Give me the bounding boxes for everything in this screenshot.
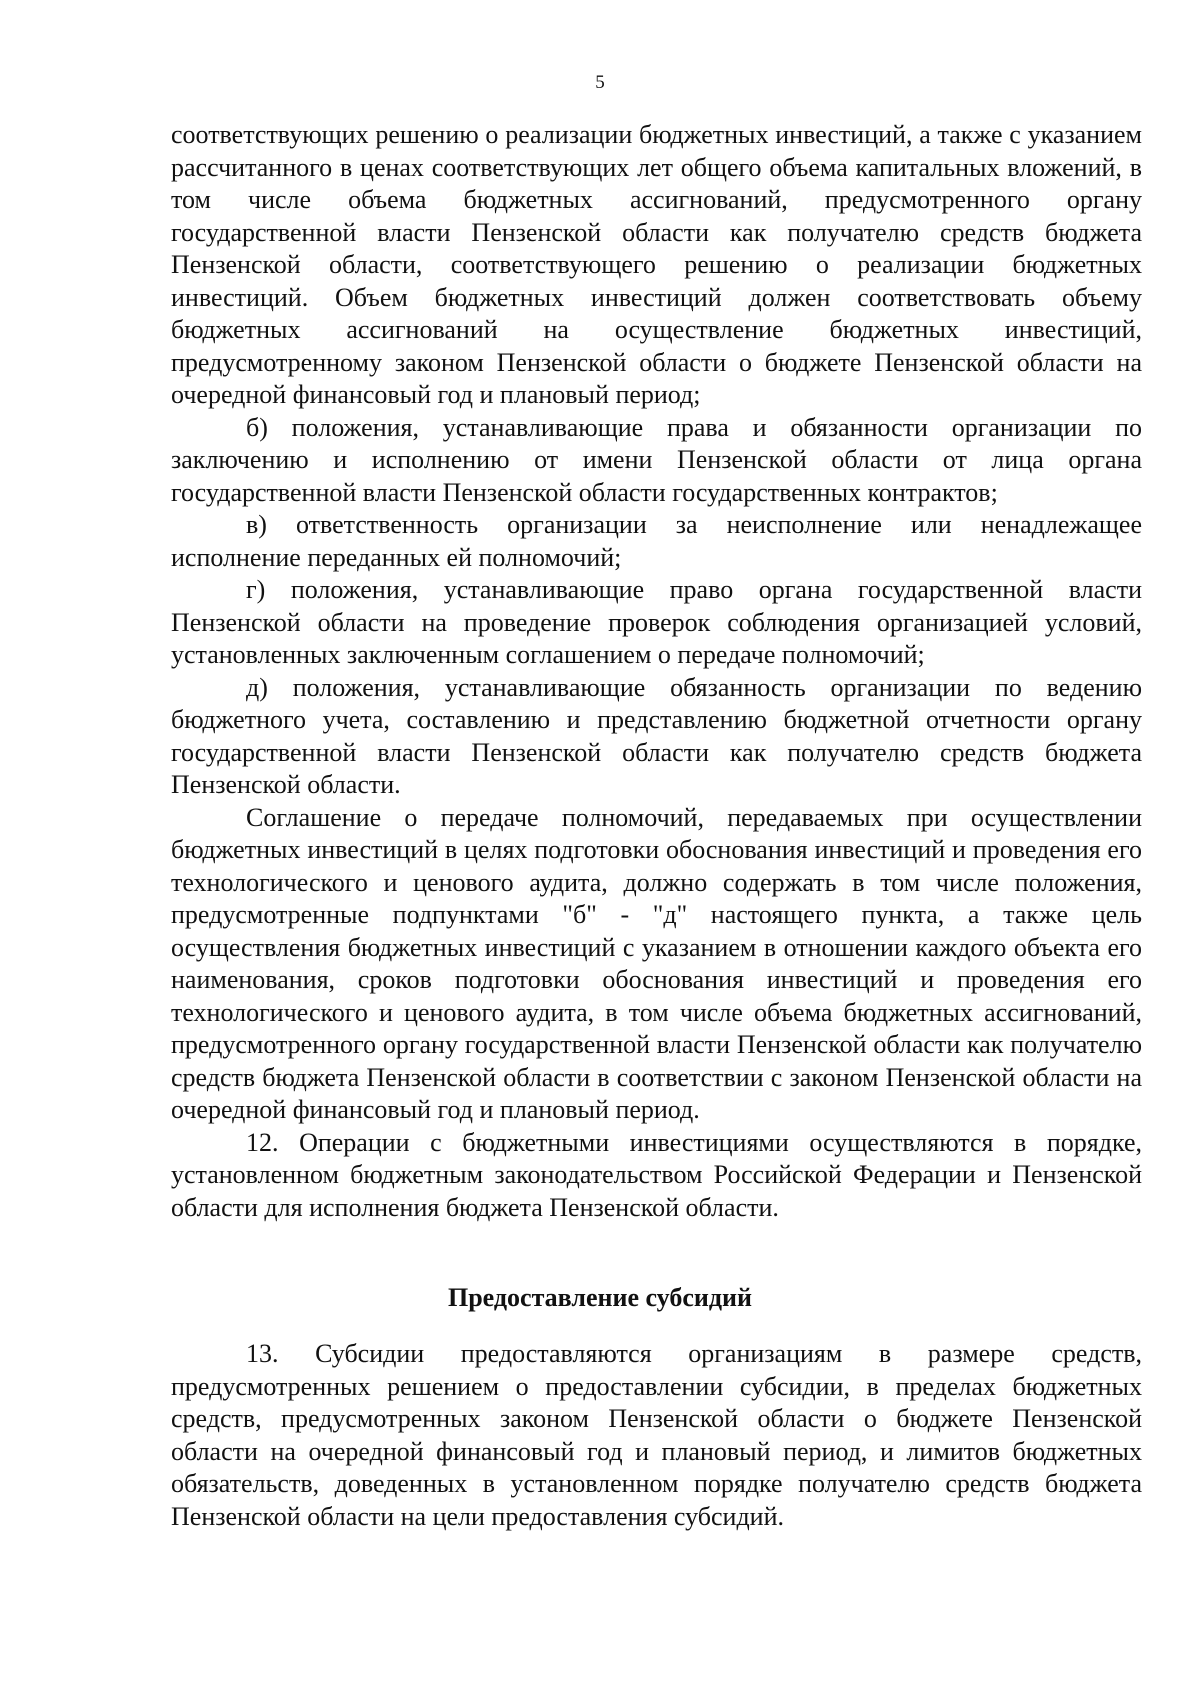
section-heading: Предоставление субсидий bbox=[448, 1283, 752, 1312]
paragraph-continuation: соответствующих решению о реализации бюджетных инвестиций, а также с указанием рассчитанного в ценах соответствующих лет общего объема капитальных вложений, в том числе объема бюджетных ассигнований, предусмотренного органу государственной власти Пензенской области как получателю средств бюджета Пензенской области, соответствующего решению о реализации бюджетных инвестиций. Объем бюджетных инвестиций должен соответствовать объему бюджетных ассигнований на осуществление бюджетных инвестиций, предусмотренному законом Пензенской области о бюджете Пензенской области на очередной финансовый год и плановый период; bbox=[171, 120, 1142, 409]
paragraph-item-d: д) положения, устанавливающие обязанность организации по ведению бюджетного учета, составлению и представлению бюджетной отчетности органу государственной власти Пензенской области как получателю средств бюджета Пензенской области. bbox=[171, 672, 1142, 799]
paragraph-12: 12. Операции с бюджетными инвестициями осуществляются в порядке, установленном бюджетным законодательством Российской Федерации и Пензенской области для исполнения бюджета Пензенской области. bbox=[171, 1127, 1142, 1222]
page-number: 5 bbox=[595, 72, 605, 93]
paragraph-item-g: г) положения, устанавливающие право органа государственной власти Пензенской области на проведение проверок соблюдения организацией условий, установленных заключенным соглашением о передаче полномочий; bbox=[171, 575, 1142, 669]
text-block-top bbox=[171, 119, 1142, 1224]
paragraph-13: 13. Субсидии предоставляются организациям в размере средств, предусмотренных решением о предоставлении субсидии, в пределах бюджетных средств, предусмотренных законом Пензенской области о бюджете Пензенской области на очередной финансовый год и плановый период, и лимитов бюджетных обязательств, доведенных в установленном порядке получателю средств бюджета Пензенской области на цели предоставления субсидий. bbox=[171, 1339, 1142, 1531]
text-block-bottom bbox=[171, 1338, 1142, 1533]
paragraph-item-b: б) положения, устанавливающие права и обязанности организации по заключению и исполнению от имени Пензенской области от лица органа государственной власти Пензенской области государственных контрактов; bbox=[171, 412, 1142, 507]
paragraph-agreement: Соглашение о передаче полномочий, передаваемых при осуществлении бюджетных инвестиций в целях подготовки обоснования инвестиций и проведения его технологического и ценового аудита, должно содержать в том числе положения, предусмотренные подпунктами "б" - "д" настоящего пункта, а также цель осуществления бюджетных инвестиций с указанием в отношении каждого объекта его наименования, сроков подготовки обоснования инвестиций и проведения его технологического и ценового аудита, в том числе объема бюджетных ассигнований, предусмотренного органу государственной власти Пензенской области как получателю средств бюджета Пензенской области в соответствии с законом Пензенской области на очередной финансовый год и плановый период. bbox=[171, 802, 1142, 1124]
paragraph-item-v: в) ответственность организации за неисполнение или ненадлежащее исполнение переданных ей полномочий; bbox=[171, 510, 1142, 572]
